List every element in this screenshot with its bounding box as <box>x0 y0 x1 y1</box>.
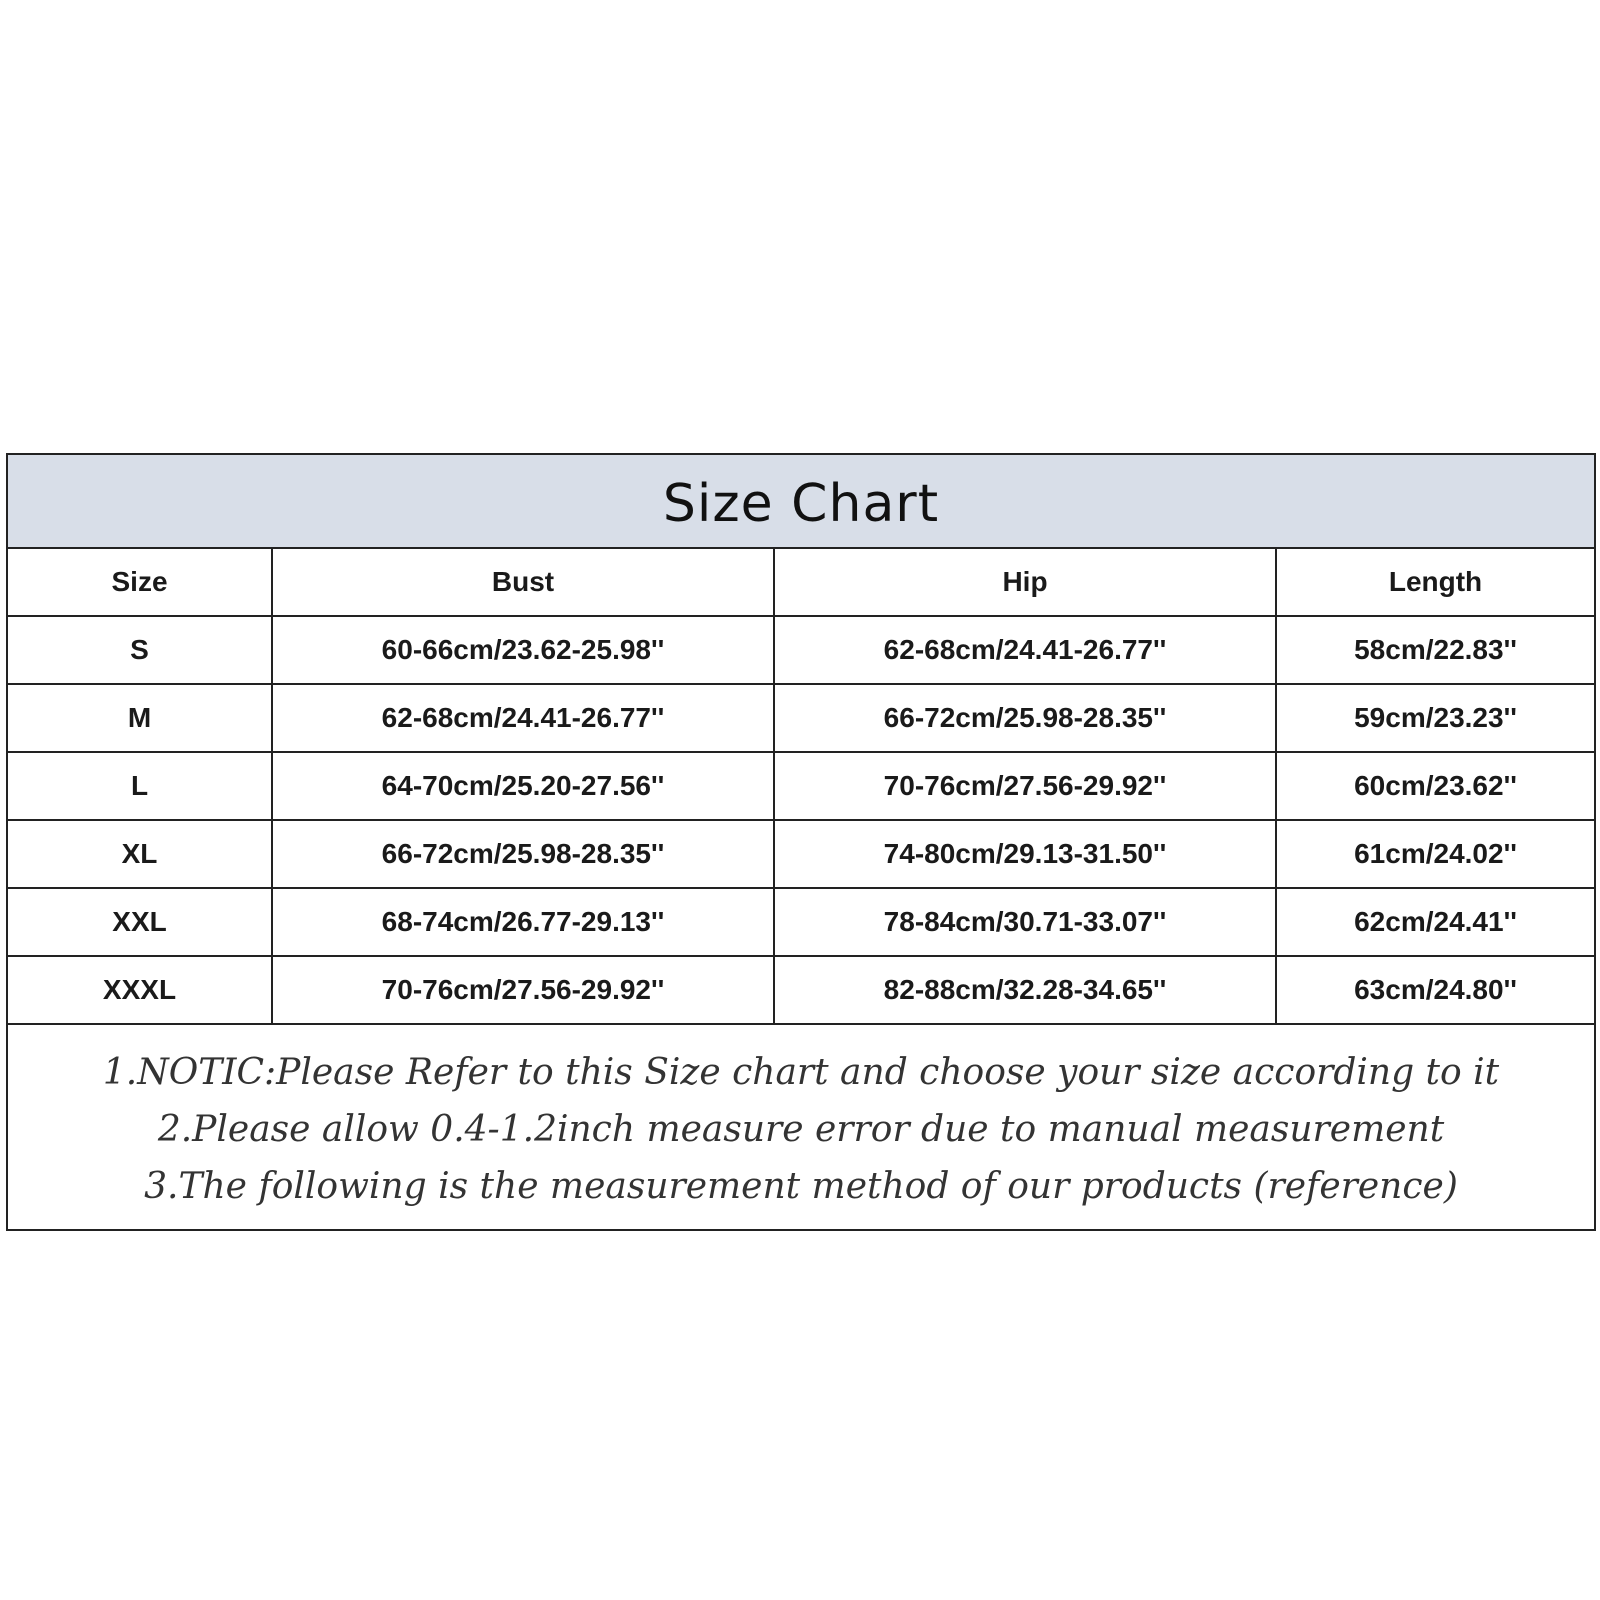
note-line-1: 1.NOTIC:Please Refer to this Size chart and choose your size according to it <box>102 1051 1500 1093</box>
hip-cell: 62-68cm/24.41-26.77'' <box>774 616 1276 684</box>
hip-cell: 66-72cm/25.98-28.35'' <box>774 684 1276 752</box>
hip-cell: 74-80cm/29.13-31.50'' <box>774 820 1276 888</box>
length-cell: 60cm/23.62'' <box>1276 752 1594 820</box>
length-cell: 58cm/22.83'' <box>1276 616 1594 684</box>
size-cell: XXXL <box>8 956 272 1024</box>
length-cell: 61cm/24.02'' <box>1276 820 1594 888</box>
bust-cell: 60-66cm/23.62-25.98'' <box>272 616 774 684</box>
note-line-2: 2.Please allow 0.4-1.2inch measure error due to manual measurement <box>157 1108 1445 1150</box>
chart-title: Size Chart <box>662 474 940 534</box>
column-header-bust: Bust <box>272 549 774 616</box>
size-cell: S <box>8 616 272 684</box>
bust-cell: 62-68cm/24.41-26.77'' <box>272 684 774 752</box>
note-line-3: 3.The following is the measurement method of our products (reference) <box>144 1165 1458 1207</box>
notes-section <box>8 1029 1594 1229</box>
bust-cell: 64-70cm/25.20-27.56'' <box>272 752 774 820</box>
hip-cell: 78-84cm/30.71-33.07'' <box>774 888 1276 956</box>
header-row <box>8 549 1594 616</box>
length-cell: 63cm/24.80'' <box>1276 956 1594 1024</box>
table-row <box>8 684 1594 752</box>
table-row <box>8 888 1594 956</box>
hip-cell: 82-88cm/32.28-34.65'' <box>774 956 1276 1024</box>
bust-cell: 68-74cm/26.77-29.13'' <box>272 888 774 956</box>
size-chart <box>6 453 1596 1231</box>
size-cell: M <box>8 684 272 752</box>
size-cell: XXL <box>8 888 272 956</box>
column-header-length: Length <box>1276 549 1594 616</box>
table-row <box>8 956 1594 1024</box>
size-table <box>8 549 1594 1025</box>
column-header-hip: Hip <box>774 549 1276 616</box>
table-row <box>8 616 1594 684</box>
size-cell: L <box>8 752 272 820</box>
table-row <box>8 752 1594 820</box>
bust-cell: 70-76cm/27.56-29.92'' <box>272 956 774 1024</box>
hip-cell: 70-76cm/27.56-29.92'' <box>774 752 1276 820</box>
size-cell: XL <box>8 820 272 888</box>
column-header-size: Size <box>8 549 272 616</box>
title-bar <box>8 455 1594 549</box>
bust-cell: 66-72cm/25.98-28.35'' <box>272 820 774 888</box>
length-cell: 62cm/24.41'' <box>1276 888 1594 956</box>
length-cell: 59cm/23.23'' <box>1276 684 1594 752</box>
table-row <box>8 820 1594 888</box>
